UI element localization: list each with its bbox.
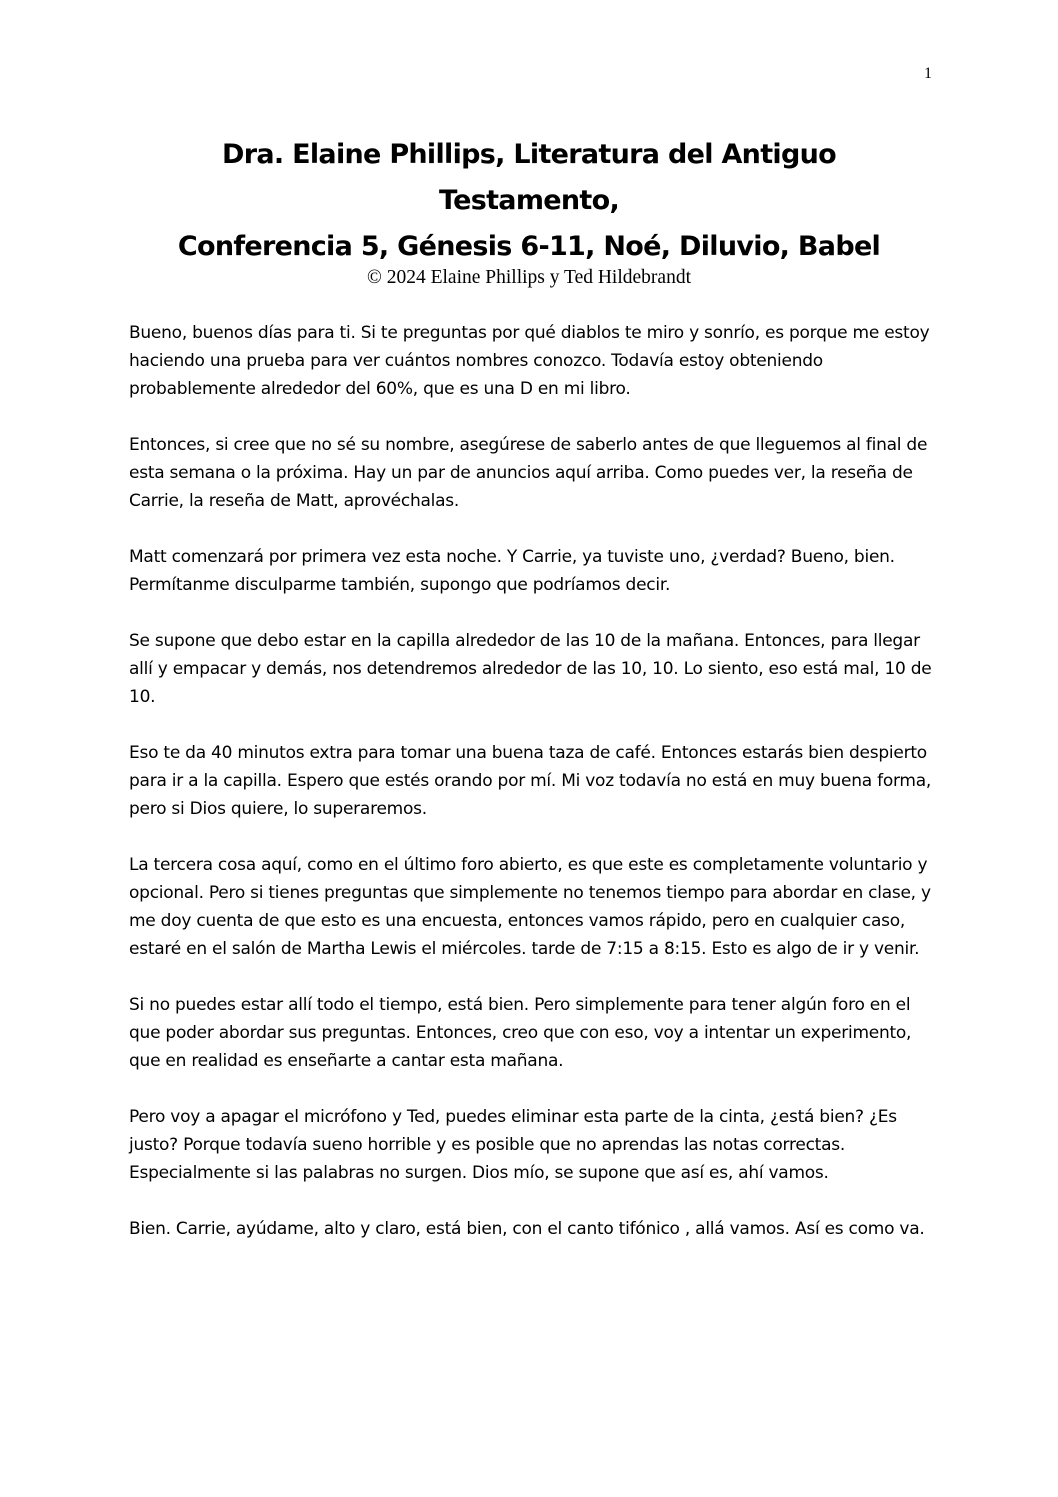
paragraph: Pero voy a apagar el micrófono y Ted, puedes eliminar esta parte de la cinta, ¿está bien? ¿Es justo? Porque todavía sueno horrible y es posible que no aprendas las notas correctas. Especialmente si las palabras no surgen. Dios mío, se supone que así es, ahí vamos. — [129, 1107, 897, 1183]
paragraph: Si no puedes estar allí todo el tiempo, está bien. Pero simplemente para tener algún foro en el que poder abordar sus preguntas. Entonces, creo que con eso, voy a intentar un experimento, que en realidad es enseñarte a cantar esta mañana. — [129, 995, 912, 1071]
title-line-1: Dra. Elaine Phillips, Literatura del Antiguo — [222, 139, 836, 170]
paragraph: Bien. Carrie, ayúdame, alto y claro, está bien, con el canto tifónico , allá vamos. Así es como va. — [129, 1219, 925, 1239]
copyright-notice: © 2024 Elaine Phillips y Ted Hildebrandt — [367, 267, 691, 288]
title-line-2: Testamento, — [438, 185, 620, 216]
transcript-body — [129, 319, 939, 1271]
title-line-3: Conferencia 5, Génesis 6-11, Noé, Diluvio, Babel — [177, 231, 881, 262]
paragraph: Matt comenzará por primera vez esta noche. Y Carrie, ya tuviste uno, ¿verdad? Bueno, bien. Permítanme disculparme también, supongo que podríamos decir. — [129, 547, 895, 595]
paragraph: Eso te da 40 minutos extra para tomar una buena taza de café. Entonces estarás bien despierto para ir a la capilla. Espero que estés orando por mí. Mi voz todavía no está en muy buena forma, pero si Dios quiere, lo superaremos. — [129, 743, 932, 819]
paragraph: Entonces, si cree que no sé su nombre, asegúrese de saberlo antes de que lleguemos al final de esta semana o la próxima. Hay un par de anuncios aquí arriba. Como puedes ver, la reseña de Carrie, la reseña de Matt, aprovéchalas. — [129, 435, 928, 511]
document-header — [100, 132, 958, 290]
page-number: 1 — [924, 65, 932, 82]
paragraph: La tercera cosa aquí, como en el último foro abierto, es que este es completamente voluntario y opcional. Pero si tienes preguntas que simplemente no tenemos tiempo para abordar en clase, y me doy cuenta de que esto es una encuesta, entonces vamos rápido, pero en cualquier caso, estaré en el salón de Martha Lewis el miércoles. tarde de 7:15 a 8:15. Esto es algo de ir y venir. — [129, 855, 931, 959]
paragraph: Bueno, buenos días para ti. Si te preguntas por qué diablos te miro y sonrío, es porque me estoy haciendo una prueba para ver cuántos nombres conozco. Todavía estoy obteniendo probablemente alrededor del 60%, que es una D en mi libro. — [129, 323, 930, 399]
paragraph: Se supone que debo estar en la capilla alrededor de las 10 de la mañana. Entonces, para llegar allí y empacar y demás, nos detendremos alrededor de las 10, 10. Lo siento, eso está mal, 10 de 10. — [129, 631, 932, 707]
